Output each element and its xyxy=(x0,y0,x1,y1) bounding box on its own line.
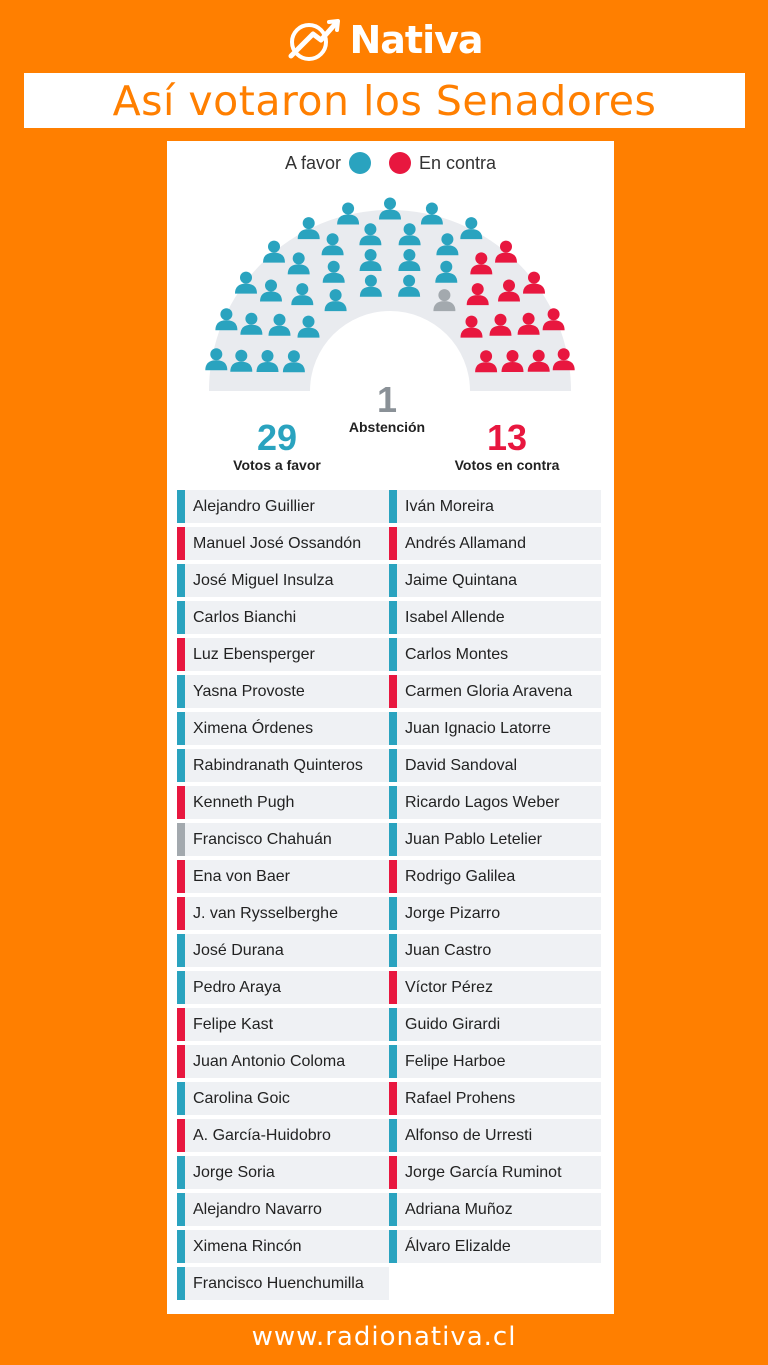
vote-indicator-contra xyxy=(389,675,397,708)
senator-row xyxy=(389,675,601,708)
senator-row xyxy=(177,971,389,1004)
brand-name: Nativa xyxy=(349,18,483,62)
senator-row xyxy=(177,749,389,782)
contra-label: Votos en contra xyxy=(454,457,560,473)
senator-list-left xyxy=(177,490,389,1304)
senator-name: Manuel José Ossandón xyxy=(193,534,362,552)
senator-name: Iván Moreira xyxy=(405,497,494,515)
vote-indicator-favor xyxy=(389,1045,397,1078)
nativa-swoosh-icon xyxy=(285,18,341,62)
senator-row xyxy=(389,934,601,967)
vote-indicator-favor xyxy=(177,1267,185,1300)
page-title: Así votaron los Senadores xyxy=(112,76,657,125)
favor-total xyxy=(207,419,347,473)
footer-url: www.radionativa.cl xyxy=(251,1322,517,1352)
senator-name: Felipe Kast xyxy=(193,1015,274,1033)
abstention-label: Abstención xyxy=(348,419,426,435)
abstention-total xyxy=(327,381,447,435)
senator-row xyxy=(177,638,389,671)
senator-row xyxy=(389,1193,601,1226)
senator-name: Adriana Muñoz xyxy=(405,1200,513,1218)
senator-row xyxy=(389,971,601,1004)
senator-row xyxy=(177,1193,389,1226)
vote-indicator-favor xyxy=(177,675,185,708)
favor-dot-icon xyxy=(349,152,371,174)
senator-name: Juan Castro xyxy=(405,941,492,959)
vote-indicator-contra xyxy=(177,1119,185,1152)
vote-indicator-favor xyxy=(389,934,397,967)
legend-contra-label: En contra xyxy=(418,152,497,173)
vote-indicator-contra xyxy=(177,1008,185,1041)
senator-row xyxy=(177,1119,389,1152)
senator-name: Álvaro Elizalde xyxy=(405,1237,511,1255)
senator-name: Juan Ignacio Latorre xyxy=(405,719,551,737)
senator-name: Pedro Araya xyxy=(193,978,282,996)
senator-name: Alfonso de Urresti xyxy=(405,1126,533,1144)
senator-row xyxy=(177,527,389,560)
senator-row xyxy=(389,749,601,782)
vote-indicator-contra xyxy=(177,527,185,560)
senator-name: Alejandro Guillier xyxy=(193,497,315,515)
vote-indicator-favor xyxy=(389,712,397,745)
senator-name: Francisco Huenchumilla xyxy=(193,1274,364,1292)
senator-name: Francisco Chahuán xyxy=(193,830,332,848)
vote-indicator-favor xyxy=(177,601,185,634)
senator-name: David Sandoval xyxy=(405,756,518,774)
senator-name: Jorge García Ruminot xyxy=(405,1163,562,1181)
senator-name: Rafael Prohens xyxy=(405,1089,516,1107)
senator-row xyxy=(389,564,601,597)
senator-row xyxy=(177,1267,389,1300)
senator-name: José Miguel Insulza xyxy=(193,571,334,589)
senator-name: Felipe Harboe xyxy=(405,1052,506,1070)
vote-indicator-contra xyxy=(389,527,397,560)
senator-name: Juan Pablo Letelier xyxy=(405,830,542,848)
vote-indicator-favor xyxy=(389,1008,397,1041)
vote-indicator-contra xyxy=(177,897,185,930)
senator-name: Juan Antonio Coloma xyxy=(193,1052,346,1070)
senator-row xyxy=(389,1230,601,1263)
senator-row xyxy=(177,1230,389,1263)
senator-row xyxy=(177,1082,389,1115)
abstention-count: 1 xyxy=(376,379,398,420)
senator-name: Guido Girardi xyxy=(405,1015,501,1033)
hemicycle xyxy=(167,181,614,411)
senator-name: Jorge Soria xyxy=(193,1163,275,1181)
senator-row xyxy=(389,490,601,523)
senator-name: Ricardo Lagos Weber xyxy=(405,793,560,811)
senator-row xyxy=(389,1156,601,1189)
senator-name: Jorge Pizarro xyxy=(405,904,501,922)
senator-name: Carlos Bianchi xyxy=(193,608,297,626)
senator-row xyxy=(177,1008,389,1041)
contra-dot-icon xyxy=(389,152,411,174)
vote-indicator-contra xyxy=(177,786,185,819)
senator-row xyxy=(177,712,389,745)
senator-name: Alejandro Navarro xyxy=(193,1200,322,1218)
vote-indicator-contra xyxy=(177,1045,185,1078)
vote-indicator-favor xyxy=(389,823,397,856)
vote-indicator-favor xyxy=(177,1156,185,1189)
senator-row xyxy=(177,1156,389,1189)
senator-row xyxy=(177,823,389,856)
vote-indicator-favor xyxy=(389,638,397,671)
contra-total xyxy=(437,419,577,473)
senator-row xyxy=(177,786,389,819)
legend-favor-label: A favor xyxy=(284,152,341,173)
vote-indicator-favor xyxy=(177,1230,185,1263)
senator-name: Rodrigo Galilea xyxy=(405,867,516,885)
vote-indicator-favor xyxy=(177,971,185,1004)
senator-name: Ximena Órdenes xyxy=(193,719,314,737)
senator-name: Ximena Rincón xyxy=(193,1237,302,1255)
senator-name: Carolina Goic xyxy=(193,1089,290,1107)
senator-name: Rabindranath Quinteros xyxy=(193,756,363,774)
senator-name: Yasna Provoste xyxy=(193,682,305,700)
vote-indicator-favor xyxy=(389,1193,397,1226)
vote-indicator-favor xyxy=(177,712,185,745)
vote-indicator-contra xyxy=(389,860,397,893)
vote-indicator-favor xyxy=(177,1193,185,1226)
headline-banner xyxy=(24,73,745,128)
vote-indicator-favor xyxy=(389,490,397,523)
vote-indicator-favor xyxy=(389,786,397,819)
senator-row xyxy=(389,823,601,856)
senator-row xyxy=(177,490,389,523)
senator-row xyxy=(389,897,601,930)
legend xyxy=(167,149,614,177)
senator-row xyxy=(389,1119,601,1152)
vote-indicator-contra xyxy=(389,1082,397,1115)
senator-row xyxy=(177,1045,389,1078)
vote-indicator-favor xyxy=(177,749,185,782)
senator-name: Jaime Quintana xyxy=(405,571,518,589)
senator-row xyxy=(177,897,389,930)
senator-name: J. van Rysselberghe xyxy=(193,904,338,922)
senator-row xyxy=(389,1045,601,1078)
vote-indicator-favor xyxy=(389,1119,397,1152)
vote-indicator-favor xyxy=(389,601,397,634)
vote-indicator-favor xyxy=(389,564,397,597)
senator-row xyxy=(389,638,601,671)
senator-row xyxy=(177,564,389,597)
vote-infographic xyxy=(167,141,614,1314)
favor-label: Votos a favor xyxy=(233,457,321,473)
senator-row xyxy=(177,675,389,708)
vote-indicator-favor xyxy=(177,1082,185,1115)
vote-indicator-contra xyxy=(177,860,185,893)
brand-logo xyxy=(0,14,768,66)
senator-name: José Durana xyxy=(193,941,284,959)
vote-indicator-favor xyxy=(177,490,185,523)
senator-row xyxy=(389,527,601,560)
senator-name: A. García-Huidobro xyxy=(193,1126,331,1144)
senator-name: Andrés Allamand xyxy=(405,534,526,552)
senator-row xyxy=(177,860,389,893)
vote-indicator-abst xyxy=(177,823,185,856)
senator-name: Luz Ebensperger xyxy=(193,645,315,663)
senator-row xyxy=(389,712,601,745)
vote-indicator-favor xyxy=(389,749,397,782)
senator-name: Carlos Montes xyxy=(405,645,509,663)
vote-indicator-favor xyxy=(177,564,185,597)
senator-row xyxy=(177,601,389,634)
senator-person-icon xyxy=(379,198,401,220)
vote-indicator-favor xyxy=(389,1230,397,1263)
senator-row xyxy=(389,1082,601,1115)
vote-indicator-favor xyxy=(177,934,185,967)
favor-count: 29 xyxy=(256,417,298,458)
vote-indicator-contra xyxy=(177,638,185,671)
vote-indicator-contra xyxy=(389,971,397,1004)
senator-name: Carmen Gloria Aravena xyxy=(405,682,573,700)
senator-name: Isabel Allende xyxy=(405,608,505,626)
senator-row xyxy=(177,934,389,967)
senator-row xyxy=(389,860,601,893)
senator-name: Víctor Pérez xyxy=(405,978,494,996)
vote-indicator-contra xyxy=(389,1156,397,1189)
vote-indicator-favor xyxy=(389,897,397,930)
senator-name: Kenneth Pugh xyxy=(193,793,295,811)
senator-name: Ena von Baer xyxy=(193,867,290,885)
contra-count: 13 xyxy=(486,417,528,458)
senator-list-right xyxy=(389,490,601,1267)
senator-row xyxy=(389,1008,601,1041)
senator-row xyxy=(389,601,601,634)
senator-row xyxy=(389,786,601,819)
